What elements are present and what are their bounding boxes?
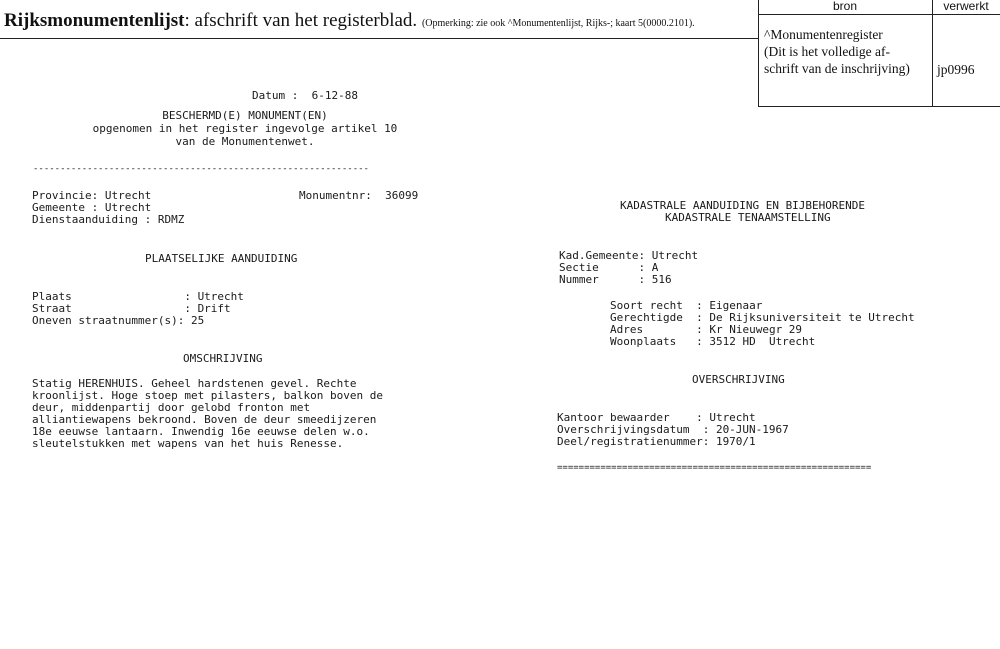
overschrijving-title: OVERSCHRIJVING <box>692 373 785 386</box>
meta-table-column-divider <box>932 0 933 106</box>
straat-line: Straat : Drift <box>32 302 231 315</box>
omschrijving-line: 18e eeuwse lantaarn. Inwendig 16e eeuwse delen w.o. <box>32 425 370 438</box>
dash-separator: -------------------------------------------------------------- <box>33 164 369 174</box>
verwerkt-cell: jp0996 <box>937 62 975 77</box>
monumentnr-line: Monumentnr: 36099 <box>299 189 419 202</box>
omschrijving-line: alliantiewapens bekroond. Boven de deur smeedijzeren <box>32 413 377 426</box>
adres-line: Adres : Kr Nieuwegr 29 <box>610 323 803 336</box>
omschrijving-text <box>32 378 383 450</box>
soort-recht-line: Soort recht : Eigenaar <box>610 299 763 312</box>
title-bold: Rijksmonumentenlijst <box>4 10 185 31</box>
overschrijvingsdatum-line: Overschrijvingsdatum : 20-JUN-1967 <box>557 423 789 436</box>
kadastraal-title: KADASTRALE AANDUIDING EN BIJBEHORENDE <box>620 199 866 212</box>
sectie-line: Sectie : A <box>559 261 659 274</box>
omschrijving-line: Statig HERENHUIS. Geheel hardstenen gevel. Rechte <box>32 377 357 390</box>
gerechtigde-line: Gerechtigde : De Rijksuniversiteit te Utrecht <box>610 311 915 324</box>
bron-line: schrift van de inschrijving) <box>764 61 910 76</box>
bron-line: (Dit is het volledige af- <box>764 44 890 59</box>
bron-header: bron <box>832 0 858 13</box>
verwerkt-header: verwerkt <box>943 0 989 13</box>
provincie-line: Provincie: Utrecht <box>32 189 152 202</box>
gemeente-line: Gemeente : Utrecht <box>32 201 152 214</box>
deel-registratienummer-line: Deel/registratienummer: 1970/1 <box>557 435 756 448</box>
straatnummer-line: Oneven straatnummer(s): 25 <box>32 314 205 327</box>
title-remark: (Opmerking: zie ook ^Monumentenlijst, Rijks-; kaart 5(0000.2101). <box>421 18 695 29</box>
title-rest: : afschrift van het registerblad. <box>184 10 418 31</box>
plaats-line: Plaats : Utrecht <box>32 290 244 303</box>
kantoor-bewaarder-line: Kantoor bewaarder : Utrecht <box>557 411 756 424</box>
kad-gemeente-line: Kad.Gemeente: Utrecht <box>559 249 699 262</box>
record-heading: BESCHERMD(E) MONUMENT(EN) <box>162 109 328 122</box>
kadastraal-subtitle: KADASTRALE TENAAMSTELLING <box>665 211 831 224</box>
omschrijving-line: deur, middenpartij door gelobd fronton met <box>32 401 311 414</box>
woonplaats-line: Woonplaats : 3512 HD Utrecht <box>610 335 816 348</box>
header-rule <box>0 38 758 39</box>
omschrijving-line: kroonlijst. Hoge stoep met pilasters, balkon boven de <box>32 389 383 402</box>
omschrijving-line: sleutelstukken met wapens van het huis Renesse. <box>32 437 344 450</box>
nummer-line: Nummer : 516 <box>559 273 672 286</box>
datum-line: Datum : 6-12-88 <box>252 89 358 102</box>
omschrijving-title: OMSCHRIJVING <box>183 352 263 365</box>
bron-line: ^Monumentenregister <box>764 27 883 42</box>
plaatselijke-aanduiding-title: PLAATSELIJKE AANDUIDING <box>145 252 298 265</box>
record-subheading: opgenomen in het register ingevolge artikel 10 <box>92 122 398 135</box>
meta-table-header-divider <box>758 14 1000 15</box>
bron-cell <box>764 26 930 77</box>
dienstaanduiding-line: Dienstaanduiding : RDMZ <box>32 213 185 226</box>
equals-separator: ========================================================== <box>557 463 872 473</box>
document-title <box>4 10 695 32</box>
record-subheading-2: van de Monumentenwet. <box>175 135 315 148</box>
